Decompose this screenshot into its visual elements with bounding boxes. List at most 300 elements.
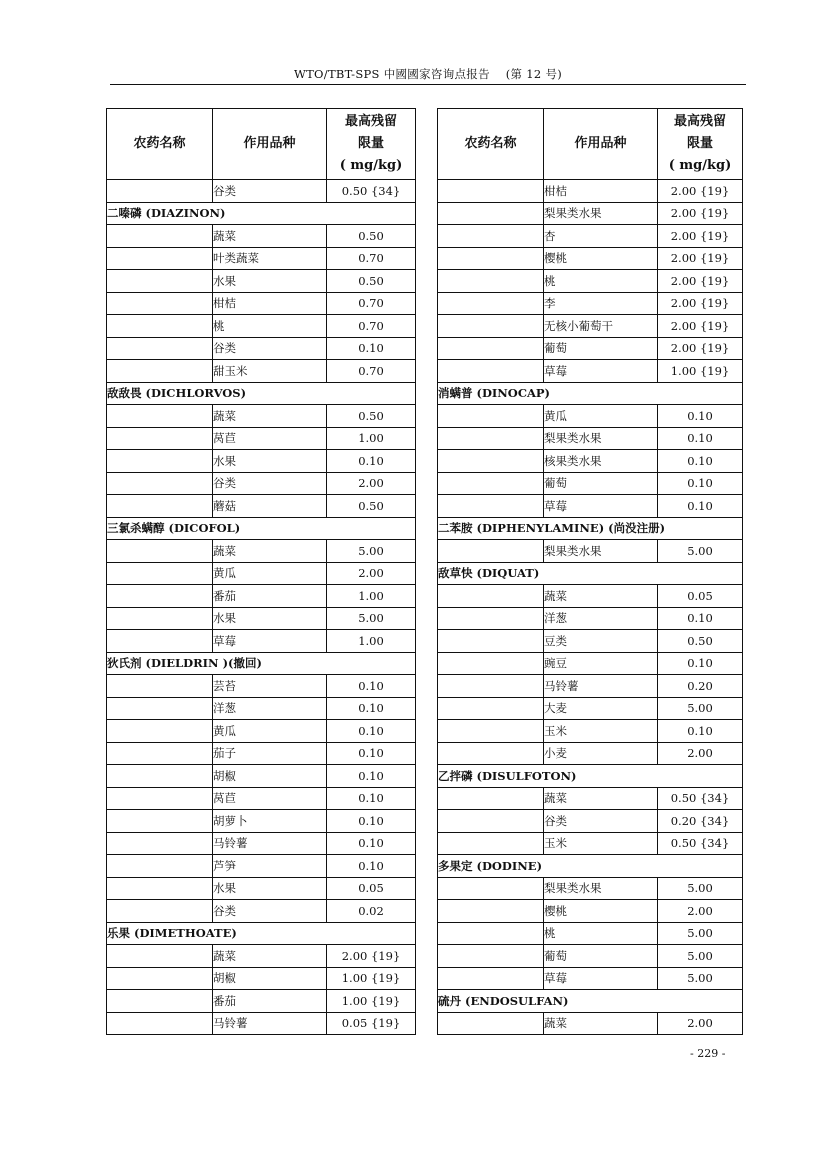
pesticide-section-row	[438, 765, 743, 788]
table-row	[438, 202, 743, 225]
mrl-value-cell: 5.00	[658, 967, 743, 990]
table-row	[438, 697, 743, 720]
table-row	[107, 405, 416, 428]
table-row	[107, 967, 416, 990]
table-header-row	[107, 109, 416, 180]
mrl-value-cell: 2.00 {19}	[658, 315, 743, 338]
crop-cell: 桃	[544, 270, 658, 293]
pesticide-cell	[107, 810, 213, 833]
pesticide-cell	[107, 855, 213, 878]
table-row	[107, 225, 416, 248]
table-row	[107, 810, 416, 833]
table-header-row	[438, 109, 743, 180]
crop-cell: 蔬菜	[213, 225, 327, 248]
table-row	[438, 630, 743, 653]
pesticide-cell	[107, 540, 213, 563]
table-row	[438, 180, 743, 203]
pesticide-cell	[107, 742, 213, 765]
table-row	[438, 495, 743, 518]
pesticide-cell	[107, 990, 213, 1013]
mrl-value-cell: 2.00 {19}	[327, 945, 416, 968]
crop-cell: 草莓	[544, 360, 658, 383]
pesticide-name: 多果定 (DODINE)	[438, 855, 743, 878]
table-row	[107, 765, 416, 788]
table-row	[107, 900, 416, 923]
mrl-value-cell: 0.50 {34}	[327, 180, 416, 203]
mrl-value-cell: 0.50	[327, 495, 416, 518]
mrl-value-cell: 0.10	[327, 697, 416, 720]
pesticide-cell	[438, 630, 544, 653]
mrl-value-cell: 0.50	[327, 270, 416, 293]
mrl-value-cell: 5.00	[327, 607, 416, 630]
mrl-value-cell: 2.00	[327, 562, 416, 585]
pesticide-cell	[107, 270, 213, 293]
mrl-value-cell: 0.10	[327, 675, 416, 698]
mrl-value-cell: 0.10	[327, 765, 416, 788]
pesticide-cell	[438, 315, 544, 338]
pesticide-cell	[107, 562, 213, 585]
mrl-table-left	[106, 108, 416, 1035]
pesticide-cell	[438, 337, 544, 360]
table-row	[438, 922, 743, 945]
mrl-value-cell: 0.10	[658, 495, 743, 518]
pesticide-cell	[107, 337, 213, 360]
table-row	[438, 810, 743, 833]
crop-cell: 蔬菜	[544, 1012, 658, 1035]
table-row	[438, 832, 743, 855]
crop-cell: 柑桔	[544, 180, 658, 203]
crop-cell: 桃	[544, 922, 658, 945]
pesticide-cell	[107, 585, 213, 608]
pesticide-cell	[438, 720, 544, 743]
pesticide-cell	[438, 1012, 544, 1035]
mrl-value-cell: 5.00	[327, 540, 416, 563]
pesticide-cell	[107, 607, 213, 630]
table-row	[107, 540, 416, 563]
pesticide-cell	[107, 360, 213, 383]
column-header-pesticide: 农药名称	[107, 109, 213, 180]
crop-cell: 水果	[213, 450, 327, 473]
crop-cell: 芸苔	[213, 675, 327, 698]
crop-cell: 水果	[213, 607, 327, 630]
table-row	[107, 180, 416, 203]
pesticide-cell	[107, 765, 213, 788]
crop-cell: 芦笋	[213, 855, 327, 878]
crop-cell: 蔬菜	[213, 540, 327, 563]
pesticide-cell	[107, 787, 213, 810]
crop-cell: 叶类蔬菜	[213, 247, 327, 270]
pesticide-cell	[107, 675, 213, 698]
pesticide-cell	[107, 315, 213, 338]
crop-cell: 核果类水果	[544, 450, 658, 473]
pesticide-cell	[107, 450, 213, 473]
column-header-crop: 作用品种	[213, 109, 327, 180]
mrl-value-cell: 2.00 {19}	[658, 337, 743, 360]
mrl-value-cell: 0.05	[327, 877, 416, 900]
mrl-value-cell: 5.00	[658, 945, 743, 968]
table-row	[107, 337, 416, 360]
table-row	[107, 472, 416, 495]
crop-cell: 玉米	[544, 832, 658, 855]
pesticide-cell	[438, 427, 544, 450]
crop-cell: 谷类	[213, 472, 327, 495]
mrl-value-cell: 5.00	[658, 877, 743, 900]
mrl-value-cell: 2.00	[658, 900, 743, 923]
header-rule	[110, 84, 746, 85]
pesticide-name: 二苯胺 (DIPHENYLAMINE) (尚没注册)	[438, 517, 743, 540]
pesticide-name: 敌敌畏 (DICHLORVOS)	[107, 382, 416, 405]
mrl-value-cell: 0.05	[658, 585, 743, 608]
crop-cell: 草莓	[213, 630, 327, 653]
table-row	[107, 742, 416, 765]
pesticide-cell	[107, 967, 213, 990]
mrl-value-cell: 0.10	[658, 652, 743, 675]
pesticide-name: 消螨普 (DINOCAP)	[438, 382, 743, 405]
pesticide-name: 二嗪磷 (DIAZINON)	[107, 202, 416, 225]
table-row	[438, 360, 743, 383]
table-row	[438, 675, 743, 698]
pesticide-name: 敌草快 (DIQUAT)	[438, 562, 743, 585]
pesticide-cell	[107, 900, 213, 923]
mrl-value-cell: 0.10	[658, 472, 743, 495]
crop-cell: 水果	[213, 270, 327, 293]
column-header-mrl	[658, 109, 743, 180]
crop-cell: 马铃薯	[544, 675, 658, 698]
pesticide-cell	[438, 877, 544, 900]
pesticide-cell	[438, 787, 544, 810]
table-row	[107, 427, 416, 450]
table-row	[107, 247, 416, 270]
table-row	[107, 585, 416, 608]
mrl-value-cell: 0.10	[327, 810, 416, 833]
crop-cell: 无核小葡萄干	[544, 315, 658, 338]
table-row	[438, 877, 743, 900]
table-row	[107, 315, 416, 338]
table-row	[438, 450, 743, 473]
mrl-value-cell: 0.50	[327, 405, 416, 428]
crop-cell: 甜玉米	[213, 360, 327, 383]
mrl-value-cell: 0.10	[658, 450, 743, 473]
crop-cell: 葡萄	[544, 945, 658, 968]
crop-cell: 豆类	[544, 630, 658, 653]
pesticide-cell	[438, 540, 544, 563]
crop-cell: 杏	[544, 225, 658, 248]
table-row	[438, 405, 743, 428]
table-row	[438, 472, 743, 495]
table-row	[438, 540, 743, 563]
mrl-value-cell: 2.00 {19}	[658, 180, 743, 203]
table-row	[107, 270, 416, 293]
crop-cell: 洋葱	[544, 607, 658, 630]
pesticide-cell	[438, 202, 544, 225]
table-row	[107, 697, 416, 720]
table-row	[107, 495, 416, 518]
table-row	[107, 562, 416, 585]
pesticide-section-row	[107, 517, 416, 540]
crop-cell: 蔬菜	[544, 585, 658, 608]
crop-cell: 樱桃	[544, 900, 658, 923]
mrl-value-cell: 2.00 {19}	[658, 202, 743, 225]
mrl-value-cell: 0.10	[658, 405, 743, 428]
mrl-value-cell: 2.00 {19}	[658, 292, 743, 315]
column-header-pesticide: 农药名称	[438, 109, 544, 180]
pesticide-cell	[107, 472, 213, 495]
crop-cell: 谷类	[544, 810, 658, 833]
crop-cell: 黄瓜	[213, 720, 327, 743]
table-row	[438, 1012, 743, 1035]
pesticide-cell	[438, 900, 544, 923]
pesticide-cell	[438, 607, 544, 630]
crop-cell: 梨果类水果	[544, 540, 658, 563]
page-header	[110, 66, 746, 82]
mrl-value-cell: 0.10	[327, 787, 416, 810]
table-row	[438, 607, 743, 630]
mrl-value-cell: 5.00	[658, 922, 743, 945]
crop-cell: 蘑菇	[213, 495, 327, 518]
mrl-value-cell: 2.00 {19}	[658, 247, 743, 270]
pesticide-cell	[107, 292, 213, 315]
mrl-value-cell: 0.70	[327, 247, 416, 270]
mrl-value-cell: 2.00	[327, 472, 416, 495]
table-row	[438, 337, 743, 360]
table-row	[438, 900, 743, 923]
crop-cell: 蔬菜	[213, 945, 327, 968]
crop-cell: 茄子	[213, 742, 327, 765]
table-row	[438, 427, 743, 450]
crop-cell: 大麦	[544, 697, 658, 720]
table-row	[107, 450, 416, 473]
mrl-value-cell: 0.70	[327, 360, 416, 383]
mrl-value-cell: 0.02	[327, 900, 416, 923]
pesticide-cell	[438, 652, 544, 675]
crop-cell: 水果	[213, 877, 327, 900]
crop-cell: 小麦	[544, 742, 658, 765]
mrl-table-right	[437, 108, 743, 1035]
table-row	[438, 292, 743, 315]
table-row	[438, 247, 743, 270]
mrl-value-cell: 1.00 {19}	[327, 967, 416, 990]
crop-cell: 草莓	[544, 967, 658, 990]
table-row	[438, 315, 743, 338]
mrl-value-cell: 0.05 {19}	[327, 1012, 416, 1035]
pesticide-section-row	[438, 855, 743, 878]
pesticide-section-row	[107, 922, 416, 945]
pesticide-cell	[107, 495, 213, 518]
mrl-value-cell: 0.10	[327, 742, 416, 765]
crop-cell: 黄瓜	[213, 562, 327, 585]
pesticide-cell	[107, 180, 213, 203]
pesticide-cell	[438, 810, 544, 833]
pesticide-cell	[438, 472, 544, 495]
mrl-value-cell: 0.20 {34}	[658, 810, 743, 833]
mrl-value-cell: 5.00	[658, 540, 743, 563]
pesticide-cell	[438, 270, 544, 293]
mrl-value-cell: 0.10	[327, 855, 416, 878]
pesticide-cell	[107, 225, 213, 248]
crop-cell: 马铃薯	[213, 832, 327, 855]
pesticide-cell	[107, 945, 213, 968]
table-row	[107, 945, 416, 968]
crop-cell: 谷类	[213, 900, 327, 923]
pesticide-cell	[438, 742, 544, 765]
crop-cell: 胡椒	[213, 967, 327, 990]
table-row	[107, 720, 416, 743]
column-header-mrl	[327, 109, 416, 180]
pesticide-cell	[107, 1012, 213, 1035]
pesticide-section-row	[107, 652, 416, 675]
pesticide-cell	[438, 945, 544, 968]
pesticide-section-row	[438, 562, 743, 585]
mrl-value-cell: 0.10	[327, 832, 416, 855]
mrl-value-cell: 0.50 {34}	[658, 787, 743, 810]
table-row	[107, 630, 416, 653]
mrl-value-cell: 2.00	[658, 1012, 743, 1035]
pesticide-name: 乐果 (DIMETHOATE)	[107, 922, 416, 945]
crop-cell: 樱桃	[544, 247, 658, 270]
column-header-mrl-text: 最高残留 限量 ( mg/kg)	[668, 114, 732, 173]
crop-cell: 马铃薯	[213, 1012, 327, 1035]
page-number: - 229 -	[690, 1047, 726, 1060]
pesticide-cell	[438, 180, 544, 203]
pesticide-section-row	[438, 382, 743, 405]
mrl-value-cell: 0.70	[327, 292, 416, 315]
mrl-value-cell: 1.00 {19}	[327, 990, 416, 1013]
pesticide-cell	[438, 405, 544, 428]
table-row	[438, 270, 743, 293]
crop-cell: 蔬菜	[213, 405, 327, 428]
table-row	[438, 967, 743, 990]
mrl-value-cell: 0.10	[658, 607, 743, 630]
mrl-value-cell: 0.10	[658, 720, 743, 743]
mrl-value-cell: 0.50	[327, 225, 416, 248]
pesticide-cell	[107, 405, 213, 428]
mrl-value-cell: 2.00 {19}	[658, 225, 743, 248]
crop-cell: 玉米	[544, 720, 658, 743]
pesticide-name: 乙拌磷 (DISULFOTON)	[438, 765, 743, 788]
table-row	[107, 787, 416, 810]
pesticide-cell	[438, 832, 544, 855]
table-row	[107, 675, 416, 698]
pesticide-cell	[438, 495, 544, 518]
table-row	[438, 742, 743, 765]
crop-cell: 谷类	[213, 180, 327, 203]
crop-cell: 梨果类水果	[544, 427, 658, 450]
mrl-value-cell: 1.00	[327, 630, 416, 653]
mrl-value-cell: 0.10	[658, 427, 743, 450]
crop-cell: 蔬菜	[544, 787, 658, 810]
table-row	[438, 652, 743, 675]
mrl-value-cell: 0.50 {34}	[658, 832, 743, 855]
table-row	[107, 877, 416, 900]
pesticide-cell	[107, 427, 213, 450]
pesticide-cell	[438, 247, 544, 270]
table-row	[107, 1012, 416, 1035]
table-body-left	[107, 180, 416, 1035]
table-row	[107, 360, 416, 383]
pesticide-cell	[438, 697, 544, 720]
crop-cell: 梨果类水果	[544, 202, 658, 225]
crop-cell: 桃	[213, 315, 327, 338]
table-row	[438, 225, 743, 248]
pesticide-cell	[438, 967, 544, 990]
pesticide-cell	[438, 585, 544, 608]
pesticide-cell	[107, 247, 213, 270]
mrl-value-cell: 1.00	[327, 427, 416, 450]
mrl-value-cell: 0.10	[327, 720, 416, 743]
crop-cell: 黄瓜	[544, 405, 658, 428]
table-row	[107, 855, 416, 878]
header-title: WTO/TBT-SPS 中國國家咨询点报告	[293, 67, 490, 81]
crop-cell: 柑桔	[213, 292, 327, 315]
table-row	[107, 990, 416, 1013]
pesticide-cell	[107, 877, 213, 900]
pesticide-cell	[438, 922, 544, 945]
pesticide-section-row	[438, 990, 743, 1013]
mrl-value-cell: 5.00	[658, 697, 743, 720]
pesticide-cell	[107, 697, 213, 720]
table-body-right	[438, 180, 743, 1035]
pesticide-cell	[438, 225, 544, 248]
table-row	[438, 720, 743, 743]
mrl-value-cell: 0.50	[658, 630, 743, 653]
pesticide-section-row	[107, 382, 416, 405]
table-row	[107, 607, 416, 630]
table-row	[107, 832, 416, 855]
pesticide-cell	[438, 675, 544, 698]
table-row	[438, 585, 743, 608]
crop-cell: 番茄	[213, 585, 327, 608]
crop-cell: 莴苣	[213, 787, 327, 810]
mrl-value-cell: 2.00 {19}	[658, 270, 743, 293]
mrl-value-cell: 2.00	[658, 742, 743, 765]
crop-cell: 葡萄	[544, 472, 658, 495]
pesticide-cell	[438, 292, 544, 315]
table-row	[438, 945, 743, 968]
mrl-value-cell: 0.20	[658, 675, 743, 698]
pesticide-cell	[438, 360, 544, 383]
crop-cell: 洋葱	[213, 697, 327, 720]
crop-cell: 葡萄	[544, 337, 658, 360]
crop-cell: 谷类	[213, 337, 327, 360]
crop-cell: 莴苣	[213, 427, 327, 450]
pesticide-name: 硫丹 (ENDOSULFAN)	[438, 990, 743, 1013]
crop-cell: 李	[544, 292, 658, 315]
pesticide-cell	[107, 630, 213, 653]
mrl-value-cell: 1.00 {19}	[658, 360, 743, 383]
pesticide-section-row	[107, 202, 416, 225]
mrl-value-cell: 0.70	[327, 315, 416, 338]
pesticide-cell	[107, 832, 213, 855]
mrl-value-cell: 0.10	[327, 450, 416, 473]
table-row	[107, 292, 416, 315]
crop-cell: 番茄	[213, 990, 327, 1013]
pesticide-cell	[107, 720, 213, 743]
crop-cell: 草莓	[544, 495, 658, 518]
column-header-mrl-text: 最高残留 限量 ( mg/kg)	[339, 114, 403, 173]
mrl-value-cell: 1.00	[327, 585, 416, 608]
table-row	[438, 787, 743, 810]
mrl-value-cell: 0.10	[327, 337, 416, 360]
crop-cell: 豌豆	[544, 652, 658, 675]
crop-cell: 梨果类水果	[544, 877, 658, 900]
crop-cell: 胡椒	[213, 765, 327, 788]
pesticide-name: 狄氏剂 (DIELDRIN )(撤回)	[107, 652, 416, 675]
header-issue: (第 12 号)	[505, 67, 563, 81]
pesticide-cell	[438, 450, 544, 473]
column-header-crop: 作用品种	[544, 109, 658, 180]
crop-cell: 胡萝卜	[213, 810, 327, 833]
pesticide-name: 三氯杀螨醇 (DICOFOL)	[107, 517, 416, 540]
